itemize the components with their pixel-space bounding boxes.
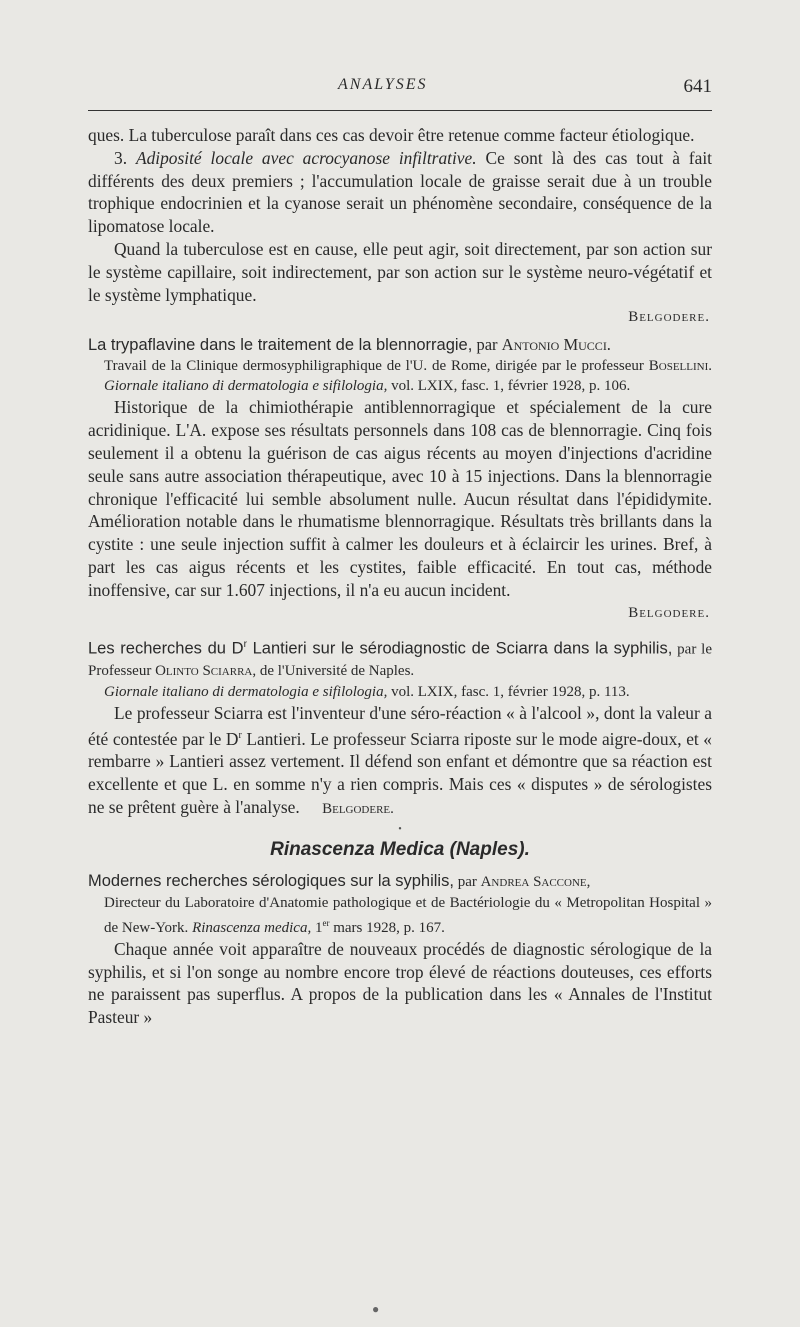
- signature: Belgodere.: [322, 801, 394, 818]
- article-lantieri: [88, 634, 712, 821]
- paragraph: Quand la tuberculose est en cause, elle peut agir, soit directement, par son action sur le système capillaire, soit indirectement, par son action sur le système neuro-végétatif et le système lymphatique.: [88, 238, 712, 305]
- running-title: ANALYSES: [338, 76, 428, 93]
- header-rule: [88, 110, 712, 111]
- signature: Belgodere.: [628, 604, 710, 621]
- paragraph: ques. La tuberculose paraît dans ces cas devoir être retenue comme facteur étiologique.: [88, 125, 695, 145]
- page-number: 641: [683, 76, 712, 97]
- article-title: Les recherches du $D^r$ Lantieri sur le sérodiagnostic de Sciarra dans la syphilis, par le Professeur Olinto Sciarra, de l'Université de Naples.: [88, 638, 712, 680]
- page-mark: ●: [372, 1302, 380, 1316]
- article-title: Modernes recherches sérologiques sur la syphilis, par Andrea Saccone,: [88, 871, 591, 890]
- article-body: Le professeur Sciarra est l'inventeur d'une séro-réaction « à l'alcool », dont la valeur a été contestée par le $D^r$ Lantieri. Le professeur Sciarra riposte sur le mode aigre-doux, et « rembarre » Lantieri assez vertement. Il défend son enfant et démontre que sa réaction est excellente et que L. en somme n'y a rien compris. Mais ces « disputes » de sérologistes ne se prêtent guère à l'analyse. Belgodere.: [88, 703, 712, 818]
- article-body: Chaque année voit apparaître de nouveaux procédés de diagnostic sérologique de la syphilis, et si l'on songe au nombre encore trop élevé de réactions douteuses, ces efforts ne paraissent pas superflus. A propos de la publication dans les « Annales de l'Institut Pasteur »: [88, 938, 712, 1028]
- text-column: [88, 124, 712, 1029]
- page-header: [88, 76, 712, 100]
- article-body: Historique de la chimiothérapie antiblennorragique et spécialement de la cure acridinique. L'A. expose ses résultats personnels dans 108 cas de blennorragie. Cinq fois seulement il a obtenu la guérison de cas aigus récents au moyen d'injections d'acridine seule sans autre association thérapeutique, avec 10 à 15 injections. Dans la blennorragie chronique l'efficacité lui semble absolument nulle. Aucun résultat dans l'épididymite. Amélioration notable dans le rhumatisme blennorragique. Résultats très brillants dans la cystite : une seule injection suffit à calmer les douleurs et à éclaircir les urines. Bref, à part les cas aigus récents et les cystites, faible efficacité. En tout cas, méthode inoffensive, car sur 1.607 injections, il n'a eu aucun incident.: [88, 397, 712, 600]
- article-trypaflavine: [88, 334, 712, 623]
- article-reference: Giornale italiano di dermatologia e sifilologia, vol. LXIX, fasc. 1, février 1928, p. 113.: [104, 684, 630, 701]
- section-title: Rinascenza Medica (Naples).: [270, 838, 530, 860]
- article-saccone: [88, 871, 712, 1029]
- article-reference: Travail de la Clinique dermosyphiligraphique de l'U. de Rome, dirigée par le professeur Bosellini. Giornale italiano di dermatologia e sifilologia, vol. LXIX, fasc. 1, février 1928, p. 106.: [104, 358, 712, 395]
- paragraph: 3. Adiposité locale avec acrocyanose infiltrative. Ce sont là des cas tout à fait différents des deux premiers ; l'accumulation locale de graisse serait due à un trouble trophique endocrinien et la cyanose serait un phénomène secondaire, conséquence de la lipomatose locale.: [88, 147, 712, 237]
- article-reference: Directeur du Laboratoire d'Anatomie pathologique et de Bactériologie du « Metropolitan Hospital » de New-York. Rinascenza medica, 1er mars 1928, p. 167.: [104, 894, 712, 936]
- signature: Belgodere.: [628, 309, 710, 326]
- article-title: La trypaflavine dans le traitement de la blennorragie, par Antonio Mucci.: [88, 335, 611, 355]
- section-dot: •: [398, 823, 402, 835]
